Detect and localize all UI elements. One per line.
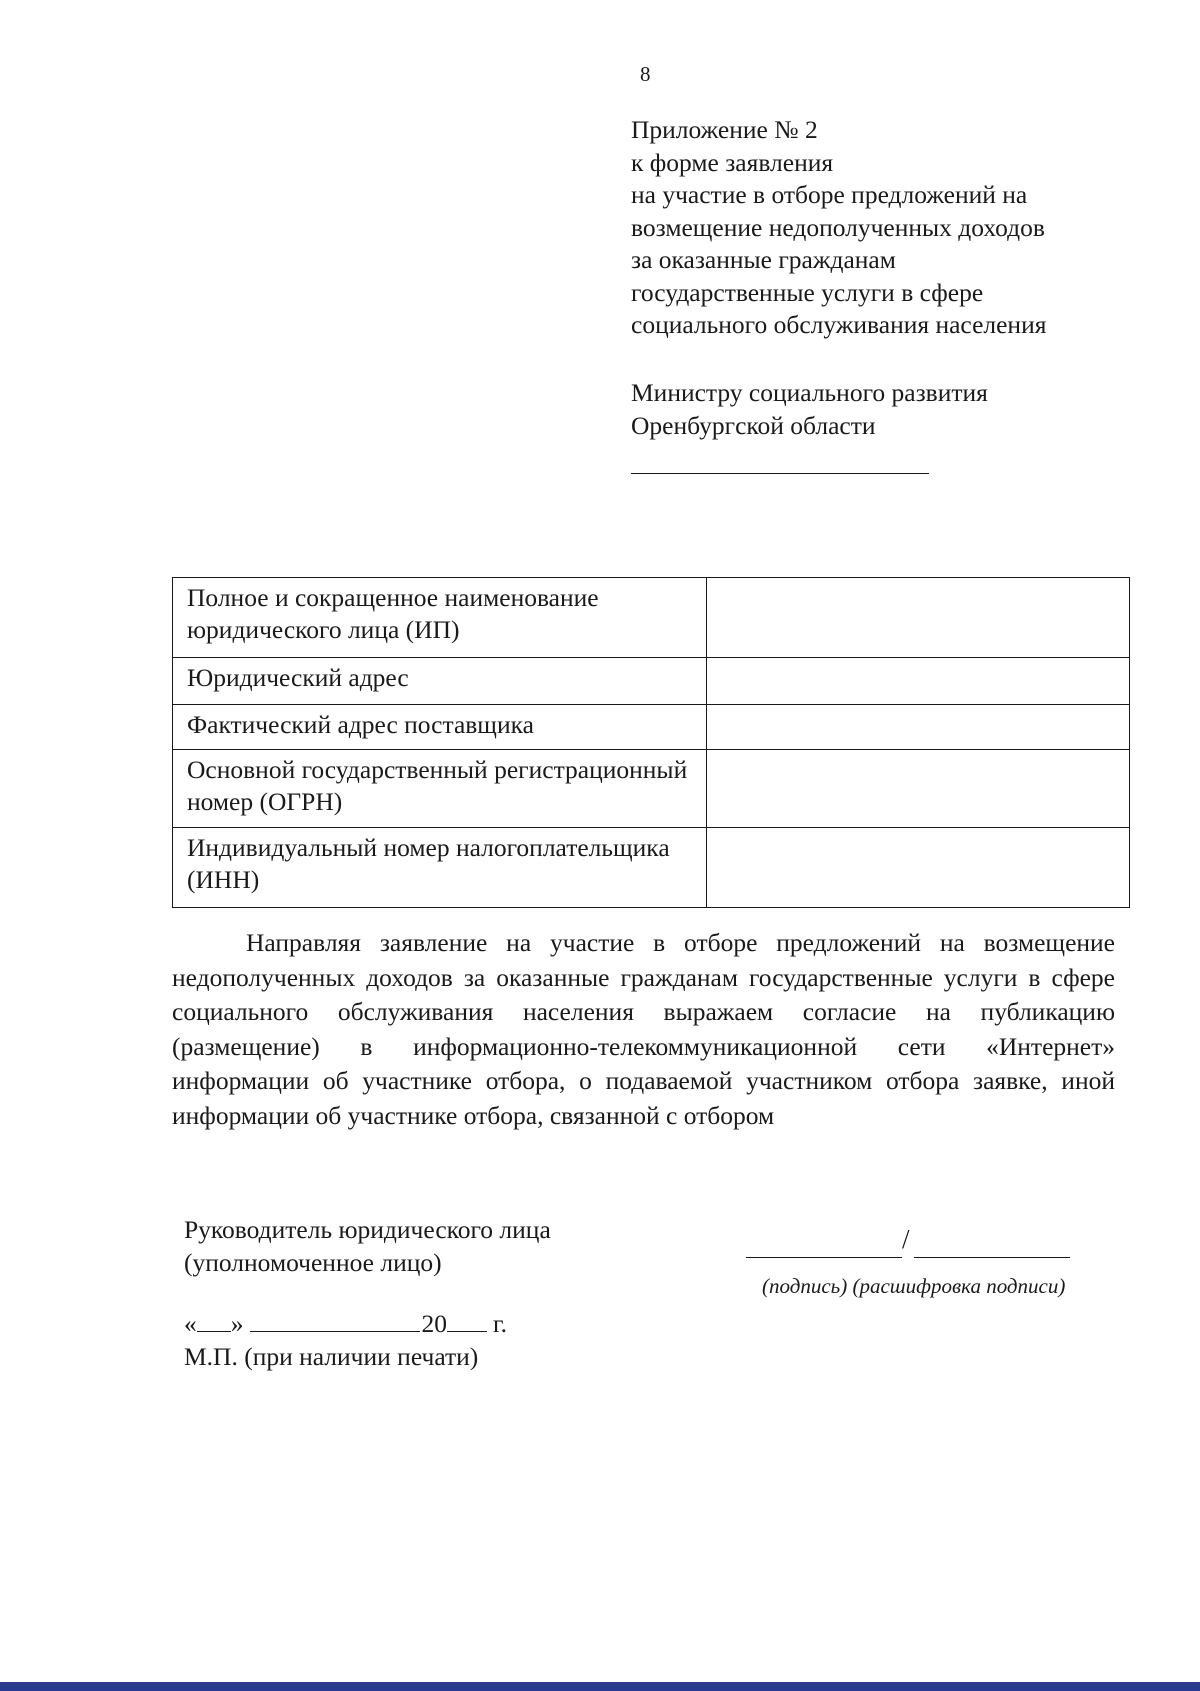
appendix-line: на участие в отборе предложений на	[631, 180, 1028, 209]
row-label-legal-address: Юридический адрес	[173, 658, 707, 705]
appendix-line: Приложение № 2	[631, 115, 818, 144]
appendix-line: возмещение недополученных доходов	[631, 212, 1045, 242]
scan-edge-strip	[0, 1682, 1200, 1691]
addressee-line: Оренбургской области	[631, 410, 876, 440]
year-suffix: г.	[493, 1309, 507, 1338]
appendix-line: социального обслуживания населения	[631, 310, 1047, 339]
row-label-ogrn: Основной государственный регистрационный номер (ОГРН)	[173, 750, 707, 828]
table-row	[173, 705, 1130, 750]
row-label-actual-address: Фактический адрес поставщика	[173, 705, 707, 750]
table-row	[173, 828, 1130, 908]
month-field[interactable]	[250, 1309, 420, 1332]
date-line	[184, 1307, 507, 1340]
consent-paragraph: Направляя заявление на участие в отборе предложений на возмещение недополученных доходов за оказанные гражданам государственные услуги в сфере социального обслуживания населения выражаем согласие на публикацию (размещение) в информационно-телекоммуникационной сети «Интернет» информации об участнике отбора, о подаваемой участником отбора заявке, иной информации об участнике отбора, связанной с отбором	[172, 928, 1115, 1130]
row-value-legal-address[interactable]	[706, 658, 1129, 705]
table-row	[173, 658, 1130, 705]
appendix-line: к форме заявления	[631, 147, 834, 177]
year-prefix: 20	[421, 1309, 447, 1338]
day-field[interactable]	[197, 1309, 231, 1332]
page-number: 8	[640, 62, 651, 86]
requisites-table	[172, 577, 1130, 908]
row-value-inn[interactable]	[706, 828, 1129, 908]
addressee-line: Министру социального развития	[631, 378, 988, 407]
table-row	[173, 578, 1130, 658]
year-field[interactable]	[447, 1309, 487, 1332]
signer-title: Руководитель юридического лица	[184, 1215, 551, 1244]
table-row	[173, 750, 1130, 828]
appendix-line: государственные услуги в сфере	[631, 277, 984, 307]
stamp-note: М.П. (при наличии печати)	[184, 1342, 479, 1371]
signature-caption: (подпись) (расшифровка подписи)	[762, 1274, 1066, 1298]
appendix-header	[631, 114, 1151, 342]
signature-block	[746, 1224, 1126, 1298]
signature-field[interactable]	[746, 1257, 902, 1258]
signer-block	[184, 1213, 551, 1279]
date-open-quote: «	[184, 1309, 197, 1338]
row-value-full-name[interactable]	[706, 578, 1129, 658]
signature-separator: /	[902, 1224, 910, 1254]
row-value-ogrn[interactable]	[706, 750, 1129, 828]
row-label-inn: Индивидуальный номер налогоплательщика (ИНН)	[173, 828, 707, 908]
row-value-actual-address[interactable]	[706, 705, 1129, 750]
date-close-quote: »	[230, 1309, 244, 1338]
addressee-blank-field[interactable]	[631, 473, 929, 474]
addressee-block	[631, 377, 1151, 442]
row-label-full-name: Полное и сокращенное наименование юридического лица (ИП)	[173, 578, 707, 658]
signer-subtitle: (уполномоченное лицо)	[184, 1248, 442, 1277]
signature-lines	[746, 1224, 1126, 1262]
appendix-line: за оказанные гражданам	[631, 245, 896, 274]
signature-transcript-field[interactable]	[914, 1257, 1070, 1258]
